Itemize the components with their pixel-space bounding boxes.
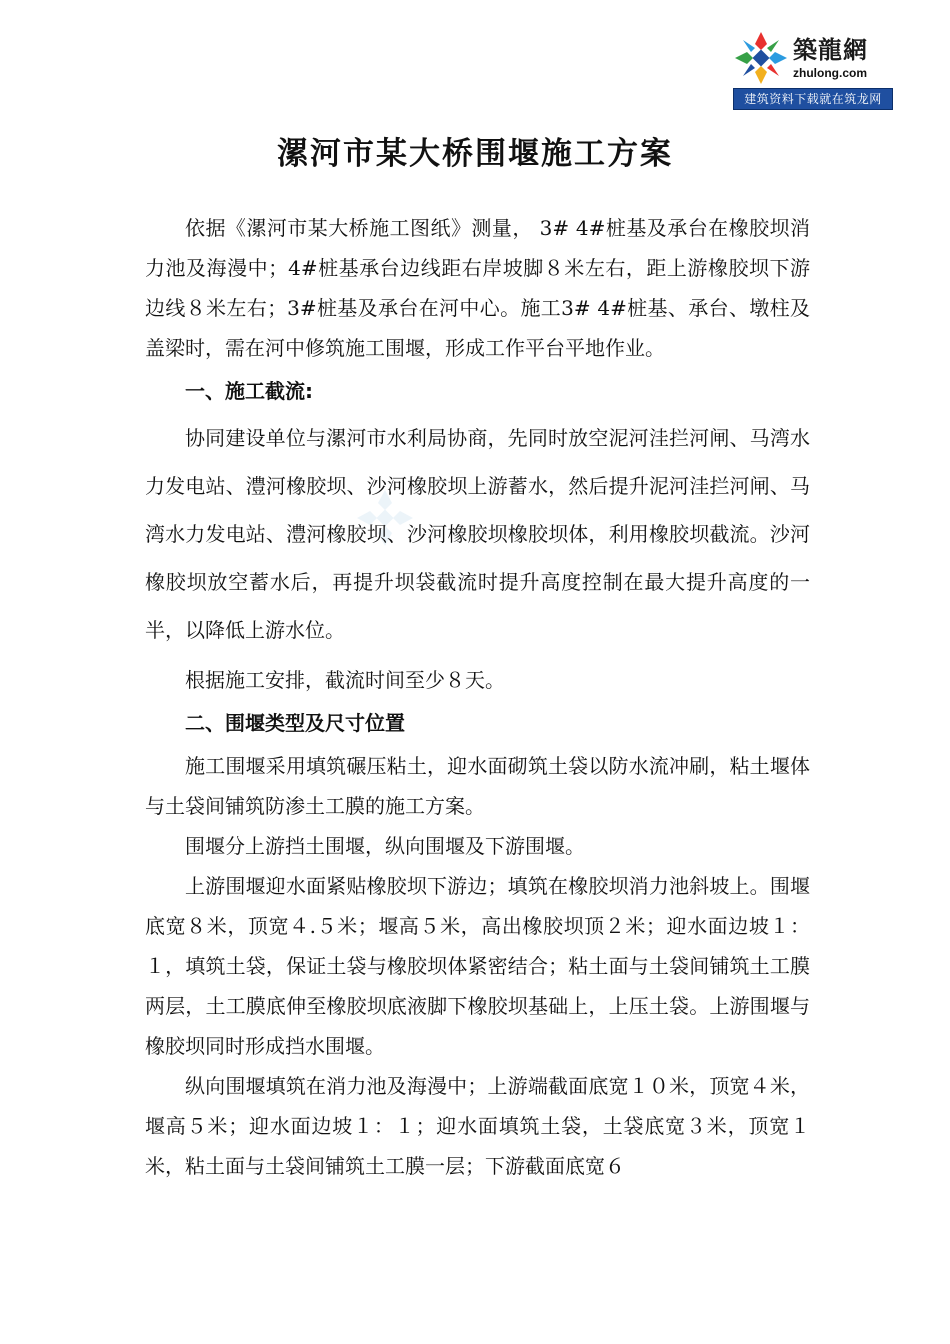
section-2-paragraph-4: 纵向围堰填筑在消力池及海漫中；上游端截面底宽１０米，顶宽４米，堰高５米；迎水面边坡１：１；迎水面填筑土袋，土袋底宽３米，顶宽１米，粘土面与土袋间铺筑土工膜一层；下游截面底宽６ xyxy=(145,1074,810,1178)
zhulong-logo[interactable] xyxy=(733,28,893,110)
section-2-paragraph-3: 上游围堰迎水面紧贴橡胶坝下游边；填筑在橡胶坝消力池斜坡上。围堰底宽８米，顶宽４.５米；堰高５米，高出橡胶坝顶２米；迎水面边坡１：１，填筑土袋，保证土袋与橡胶坝体紧密结合；粘土面与土袋间铺筑土工膜两层，土工膜底伸至橡胶坝底液脚下橡胶坝基础上，上压土袋。上游围堰与橡胶坝同时形成挡水围堰。 xyxy=(145,874,810,1058)
logo-slogan: 建筑资料下载就在筑龙网 xyxy=(733,88,893,110)
section-1-paragraph-1: 协同建设单位与漯河市水利局协商，先同时放空泥河洼拦河闸、马湾水力发电站、澧河橡胶坝、沙河橡胶坝上游蓄水，然后提升泥河洼拦河闸、马湾水力发电站、澧河橡胶坝、沙河橡胶坝橡胶坝体，利用橡胶坝截流。沙河橡胶坝放空蓄水后，再提升坝袋截流时提升高度控制在最大提升高度的一半，以降低上游水位。 xyxy=(145,426,810,642)
logo-name: 築龍網 xyxy=(793,36,868,64)
section-2-paragraph-2: 围堰分上游挡土围堰，纵向围堰及下游围堰。 xyxy=(185,834,585,858)
section-2-heading: 二、围堰类型及尺寸位置 xyxy=(185,711,405,735)
intro-paragraph: 依据《漯河市某大桥施工图纸》测量， 3# 4#桩基及承台在橡胶坝消力池及海漫中；4#桩基承台边线距右岸坡脚８米左右，距上游橡胶坝下游边线８米左右；3#桩基及承台在河中心。施工3# 4#桩基、承台、墩柱及盖梁时，需在河中修筑施工围堰，形成工作平台平地作业。 xyxy=(145,216,810,360)
section-2-paragraph-1: 施工围堰采用填筑碾压粘土，迎水面砌筑土袋以防水流冲刷，粘土堰体与土袋间铺筑防渗土工膜的施工方案。 xyxy=(145,754,810,818)
section-1-paragraph-2: 根据施工安排，截流时间至少８天。 xyxy=(185,668,505,692)
logo-url: zhulong.com xyxy=(793,66,867,80)
document-body xyxy=(145,208,810,1186)
snowflake-logo-icon xyxy=(733,30,789,86)
section-1-heading: 一、施工截流: xyxy=(185,379,313,403)
document-title: 漯河市某大桥围堰施工方案 xyxy=(277,136,673,172)
